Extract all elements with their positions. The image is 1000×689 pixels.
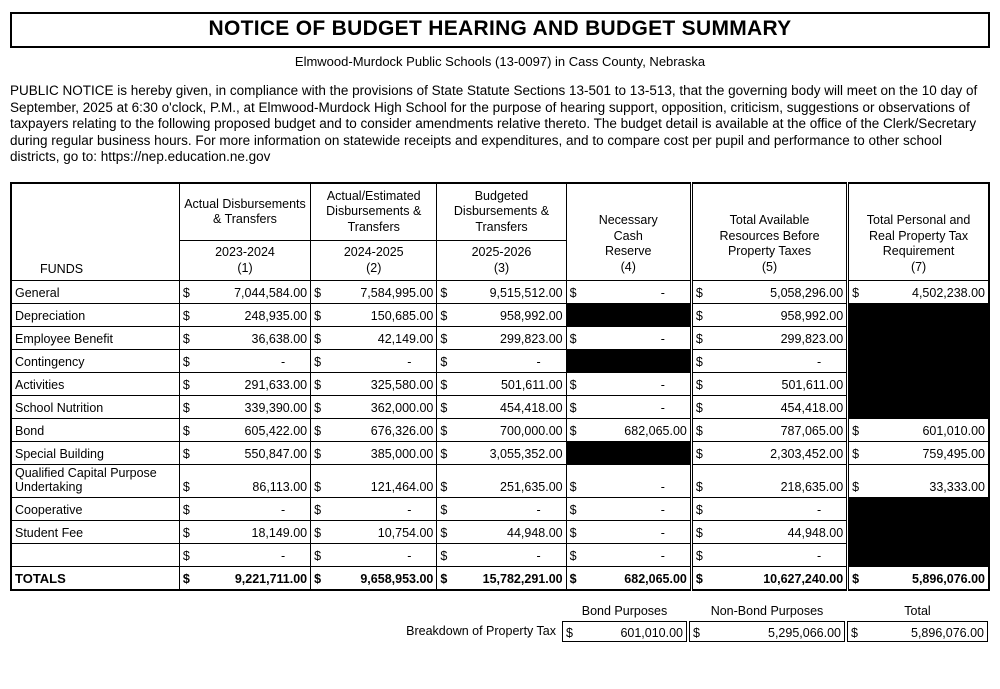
col-header-budgeted-disbursements: Budgeted Disbursements & Transfers xyxy=(437,183,566,241)
blacked-out-cell xyxy=(848,327,989,350)
fund-row xyxy=(11,281,989,304)
fund-row xyxy=(11,544,989,567)
currency-symbol: $ xyxy=(695,480,703,495)
amount-cell xyxy=(179,281,310,304)
amount: 10,754.00 xyxy=(377,526,434,541)
amount: 3,055,352.00 xyxy=(489,447,563,462)
currency-symbol: $ xyxy=(440,480,448,495)
fund-name: Depreciation xyxy=(11,304,179,327)
amount-cell xyxy=(179,544,310,567)
amount: 9,515,512.00 xyxy=(489,286,563,301)
amount-cell xyxy=(179,498,310,521)
amount-cell xyxy=(437,304,566,327)
amount: 121,464.00 xyxy=(370,480,434,495)
currency-symbol: $ xyxy=(695,309,703,324)
funds-column-header: FUNDS xyxy=(11,183,179,281)
budget-summary-table xyxy=(10,182,990,591)
non-bond-purposes-amount xyxy=(689,621,845,642)
bond-purposes-header: Bond Purposes xyxy=(581,603,668,618)
amount-cell xyxy=(179,567,310,590)
currency-symbol: $ xyxy=(182,571,190,586)
blacked-out-cell xyxy=(566,442,691,465)
amount-cell xyxy=(566,327,691,350)
amount-cell xyxy=(566,567,691,590)
year-label: 2024-2025 xyxy=(343,245,404,260)
currency-symbol: $ xyxy=(440,332,448,347)
currency-symbol: $ xyxy=(182,549,190,564)
currency-symbol: $ xyxy=(569,480,577,495)
fund-name: Qualified Capital Purpose Undertaking xyxy=(11,465,179,498)
non-bond-purposes-header: Non-Bond Purposes xyxy=(710,603,824,618)
col-number: (7) xyxy=(910,259,927,274)
col-header-total-available-resources xyxy=(691,183,847,281)
amount: 42,149.00 xyxy=(377,332,434,347)
fund-row xyxy=(11,304,989,327)
property-tax-breakdown xyxy=(8,601,990,644)
amount-cell xyxy=(437,419,566,442)
amount: 36,638.00 xyxy=(251,332,308,347)
amount-cell xyxy=(691,396,847,419)
amount-cell xyxy=(311,304,437,327)
amount: - xyxy=(660,378,665,393)
amount-cell xyxy=(848,567,989,590)
amount: - xyxy=(660,549,665,564)
currency-symbol: $ xyxy=(569,401,577,416)
currency-symbol: $ xyxy=(314,549,322,564)
amount: 385,000.00 xyxy=(370,447,434,462)
amount: 10,627,240.00 xyxy=(763,571,844,586)
amount-cell xyxy=(311,350,437,373)
amount: 339,390.00 xyxy=(244,401,308,416)
currency-symbol: $ xyxy=(314,447,322,462)
fund-row xyxy=(11,396,989,419)
currency-symbol: $ xyxy=(440,447,448,462)
amount: 601,010.00 xyxy=(620,625,683,640)
col-number: (3) xyxy=(493,260,510,275)
col-header-title: Total Personal and Real Property Tax Requirement xyxy=(866,213,971,259)
currency-symbol: $ xyxy=(440,526,448,541)
amount-cell xyxy=(437,327,566,350)
currency-symbol: $ xyxy=(566,625,573,640)
currency-symbol: $ xyxy=(695,355,703,370)
currency-symbol: $ xyxy=(440,549,448,564)
totals-row xyxy=(11,567,989,590)
currency-symbol: $ xyxy=(182,286,190,301)
amount: - xyxy=(407,503,412,518)
currency-symbol: $ xyxy=(182,401,190,416)
amount-cell xyxy=(691,281,847,304)
amount: - xyxy=(660,480,665,495)
document-title: NOTICE OF BUDGET HEARING AND BUDGET SUMMARY xyxy=(10,12,990,48)
budget-table-header xyxy=(11,183,989,281)
amount: 454,418.00 xyxy=(780,401,844,416)
blacked-out-cell xyxy=(566,304,691,327)
amount: 4,502,238.00 xyxy=(912,286,985,301)
year-label: 2023-2024 xyxy=(215,245,275,260)
currency-symbol: $ xyxy=(440,401,448,416)
currency-symbol: $ xyxy=(440,309,448,324)
currency-symbol: $ xyxy=(440,286,448,301)
blacked-out-cell xyxy=(848,304,989,327)
amount: 787,065.00 xyxy=(780,424,844,439)
amount: 682,065.00 xyxy=(624,424,687,439)
currency-symbol: $ xyxy=(182,355,190,370)
amount: 958,992.00 xyxy=(500,309,563,324)
amount: - xyxy=(660,332,665,347)
currency-symbol: $ xyxy=(182,309,190,324)
amount-cell xyxy=(691,498,847,521)
currency-symbol: $ xyxy=(695,571,703,586)
amount-cell xyxy=(566,544,691,567)
amount-cell xyxy=(311,281,437,304)
amount: 86,113.00 xyxy=(252,480,308,495)
fund-name: Cooperative xyxy=(11,498,179,521)
amount: 9,658,953.00 xyxy=(360,571,434,586)
currency-symbol: $ xyxy=(695,549,703,564)
amount: - xyxy=(407,549,412,564)
currency-symbol: $ xyxy=(569,526,577,541)
fund-name: Contingency xyxy=(11,350,179,373)
amount: 44,948.00 xyxy=(787,526,844,541)
currency-symbol: $ xyxy=(693,625,700,640)
currency-symbol: $ xyxy=(852,424,860,439)
amount-cell xyxy=(311,419,437,442)
amount-cell xyxy=(691,304,847,327)
currency-symbol: $ xyxy=(182,447,190,462)
amount-cell xyxy=(179,350,310,373)
amount: 601,010.00 xyxy=(922,424,985,439)
district-subtitle: Elmwood-Murdock Public Schools (13-0097) in Cass County, Nebraska xyxy=(294,54,706,69)
amount: 33,333.00 xyxy=(929,480,985,495)
currency-symbol: $ xyxy=(695,447,703,462)
amount: - xyxy=(817,355,822,370)
amount-cell xyxy=(311,327,437,350)
currency-symbol: $ xyxy=(440,378,448,393)
amount-cell xyxy=(437,521,566,544)
blacked-out-cell xyxy=(848,498,989,521)
col-header-necessary-cash-reserve xyxy=(566,183,691,281)
amount-cell xyxy=(437,544,566,567)
amount-cell xyxy=(311,373,437,396)
amount-cell xyxy=(437,442,566,465)
amount-cell xyxy=(311,465,437,498)
amount: 759,495.00 xyxy=(922,447,985,462)
amount-cell xyxy=(691,442,847,465)
fund-row xyxy=(11,350,989,373)
amount-cell xyxy=(691,350,847,373)
amount: 362,000.00 xyxy=(370,401,434,416)
amount: 5,896,076.00 xyxy=(911,625,984,640)
amount-cell xyxy=(179,327,310,350)
currency-symbol: $ xyxy=(569,571,577,586)
amount: 501,611.00 xyxy=(781,378,844,393)
amount-cell xyxy=(437,373,566,396)
currency-symbol: $ xyxy=(182,424,190,439)
fund-name: General xyxy=(11,281,179,304)
public-notice-paragraph: PUBLIC NOTICE is hereby given, in compliance with the provisions of State Statute Sections 13-501 to 13-513, that the governing body will meet on the 10 day of September, 2025 at 6:30 o'clock, P.M., at Elmwood-Murdock High School for the purpose of hearing support, opposition, criticism, suggestions or observations of taxpayers relating to the following proposed budget and to consider amendments relative thereto. The budget detail is available at the office of the Clerk/Secretary during regular business hours. For more information on statewide receipts and expenditures, and to compare cost per pupil and performance to other school districts, go to: https://nep.education.ne.gov xyxy=(10,83,978,165)
amount-cell xyxy=(848,281,989,304)
currency-symbol: $ xyxy=(182,332,190,347)
currency-symbol: $ xyxy=(695,286,703,301)
amount-cell xyxy=(179,373,310,396)
amount: 700,000.00 xyxy=(500,424,563,439)
fund-name: Employee Benefit xyxy=(11,327,179,350)
currency-symbol: $ xyxy=(314,286,322,301)
amount: 682,065.00 xyxy=(624,571,687,586)
amount: - xyxy=(536,503,541,518)
amount: 251,635.00 xyxy=(500,480,563,495)
currency-symbol: $ xyxy=(569,549,577,564)
amount: - xyxy=(280,549,286,564)
blacked-out-cell xyxy=(566,350,691,373)
amount-cell xyxy=(179,304,310,327)
amount: 454,418.00 xyxy=(500,401,563,416)
currency-symbol: $ xyxy=(182,526,190,541)
amount-cell xyxy=(691,465,847,498)
amount: - xyxy=(817,503,822,518)
currency-symbol: $ xyxy=(695,526,703,541)
amount-cell xyxy=(848,419,989,442)
budget-table-body xyxy=(11,281,989,590)
blacked-out-cell xyxy=(848,350,989,373)
col-number: (4) xyxy=(620,259,636,274)
blacked-out-cell xyxy=(848,544,989,567)
amount: - xyxy=(660,526,665,541)
amount: 958,992.00 xyxy=(780,309,844,324)
currency-symbol: $ xyxy=(852,480,860,495)
amount: 299,823.00 xyxy=(500,332,563,347)
amount-cell xyxy=(566,465,691,498)
currency-symbol: $ xyxy=(695,332,703,347)
col-number: (1) xyxy=(237,260,253,275)
amount: 218,635.00 xyxy=(780,480,844,495)
col-header-property-tax-requirement xyxy=(848,183,989,281)
col-number: (2) xyxy=(366,260,382,275)
currency-symbol: $ xyxy=(314,571,322,586)
amount: - xyxy=(817,549,822,564)
blacked-out-cell xyxy=(848,396,989,419)
fund-row xyxy=(11,498,989,521)
currency-symbol: $ xyxy=(182,503,190,518)
currency-symbol: $ xyxy=(314,503,322,518)
amount-cell xyxy=(437,465,566,498)
amount: 605,422.00 xyxy=(244,424,308,439)
currency-symbol: $ xyxy=(695,424,703,439)
amount-cell xyxy=(437,498,566,521)
currency-symbol: $ xyxy=(440,503,448,518)
amount: - xyxy=(536,549,541,564)
currency-symbol: $ xyxy=(314,355,322,370)
currency-symbol: $ xyxy=(569,332,577,347)
amount: - xyxy=(660,503,665,518)
amount: 325,580.00 xyxy=(370,378,434,393)
amount-cell xyxy=(311,567,437,590)
currency-symbol: $ xyxy=(314,424,322,439)
amount-cell xyxy=(437,281,566,304)
currency-symbol: $ xyxy=(314,526,322,541)
amount-cell xyxy=(691,567,847,590)
amount: 7,044,584.00 xyxy=(234,286,308,301)
amount-cell xyxy=(566,396,691,419)
currency-symbol: $ xyxy=(314,378,322,393)
col-header-title: Total Available Resources Before Property Taxes xyxy=(719,213,820,259)
amount-cell xyxy=(566,498,691,521)
amount: 291,633.00 xyxy=(244,378,308,393)
amount-cell xyxy=(848,442,989,465)
currency-symbol: $ xyxy=(695,378,703,393)
currency-symbol: $ xyxy=(852,571,860,586)
fund-name: Activities xyxy=(11,373,179,396)
amount: 676,326.00 xyxy=(370,424,434,439)
currency-symbol: $ xyxy=(852,447,860,462)
col-year-2023-2024 xyxy=(179,241,310,281)
breakdown-header-row xyxy=(10,603,988,619)
amount-cell xyxy=(179,521,310,544)
amount-cell xyxy=(179,396,310,419)
year-label: 2025-2026 xyxy=(471,245,532,260)
currency-symbol: $ xyxy=(852,286,860,301)
col-year-2024-2025 xyxy=(311,241,437,281)
amount-cell xyxy=(848,465,989,498)
amount: 501,611.00 xyxy=(500,378,563,393)
amount-cell xyxy=(691,327,847,350)
amount: 18,149.00 xyxy=(251,526,308,541)
amount-cell xyxy=(566,419,691,442)
total-amount xyxy=(847,621,988,642)
amount-cell xyxy=(179,465,310,498)
col-header-actual-disbursements: Actual Disbursements & Transfers xyxy=(179,183,310,241)
amount-cell xyxy=(691,544,847,567)
currency-symbol: $ xyxy=(440,571,448,586)
amount-cell xyxy=(691,521,847,544)
currency-symbol: $ xyxy=(569,424,577,439)
amount: - xyxy=(280,355,286,370)
amount: 44,948.00 xyxy=(507,526,563,541)
fund-row xyxy=(11,442,989,465)
currency-symbol: $ xyxy=(569,286,577,301)
amount: 248,935.00 xyxy=(244,309,308,324)
amount: - xyxy=(536,355,541,370)
amount: 9,221,711.00 xyxy=(234,571,308,586)
fund-name: Student Fee xyxy=(11,521,179,544)
amount-cell xyxy=(311,521,437,544)
currency-symbol: $ xyxy=(314,309,322,324)
blacked-out-cell xyxy=(848,521,989,544)
currency-symbol: $ xyxy=(182,480,190,495)
currency-symbol: $ xyxy=(182,378,190,393)
amount: 7,584,995.00 xyxy=(360,286,434,301)
col-year-2025-2026 xyxy=(437,241,566,281)
currency-symbol: $ xyxy=(314,332,322,347)
amount: 15,782,291.00 xyxy=(482,571,563,586)
amount-cell xyxy=(311,442,437,465)
amount: 2,303,452.00 xyxy=(770,447,844,462)
fund-name: School Nutrition xyxy=(11,396,179,419)
amount-cell xyxy=(311,544,437,567)
currency-symbol: $ xyxy=(440,355,448,370)
fund-row xyxy=(11,521,989,544)
col-number: (5) xyxy=(761,259,778,274)
fund-name xyxy=(11,544,179,567)
currency-symbol: $ xyxy=(695,503,703,518)
breakdown-values-row xyxy=(10,621,988,642)
amount-cell xyxy=(179,442,310,465)
fund-name: TOTALS xyxy=(11,567,179,590)
amount-cell xyxy=(566,373,691,396)
bond-purposes-amount xyxy=(562,621,687,642)
amount: 5,295,066.00 xyxy=(768,625,841,640)
amount: - xyxy=(660,286,665,301)
amount-cell xyxy=(691,373,847,396)
fund-row xyxy=(11,373,989,396)
currency-symbol: $ xyxy=(569,378,577,393)
total-header: Total xyxy=(904,603,931,618)
amount: 5,896,076.00 xyxy=(912,571,985,586)
amount: 150,685.00 xyxy=(370,309,434,324)
amount: - xyxy=(660,401,665,416)
fund-name: Bond xyxy=(11,419,179,442)
currency-symbol: $ xyxy=(314,401,322,416)
currency-symbol: $ xyxy=(440,424,448,439)
amount-cell xyxy=(311,498,437,521)
currency-symbol: $ xyxy=(314,480,322,495)
amount: 5,058,296.00 xyxy=(770,286,844,301)
amount: 550,847.00 xyxy=(244,447,308,462)
amount-cell xyxy=(437,567,566,590)
col-header-estimated-disbursements: Actual/Estimated Disbursements & Transfers xyxy=(311,183,437,241)
currency-symbol: $ xyxy=(695,401,703,416)
amount: - xyxy=(407,355,412,370)
fund-row xyxy=(11,327,989,350)
amount-cell xyxy=(437,350,566,373)
currency-symbol: $ xyxy=(569,503,577,518)
amount-cell xyxy=(311,396,437,419)
amount: 299,823.00 xyxy=(780,332,844,347)
amount-cell xyxy=(179,419,310,442)
col-header-title: Necessary Cash Reserve xyxy=(598,213,658,259)
currency-symbol: $ xyxy=(851,625,858,640)
amount: - xyxy=(280,503,286,518)
fund-row xyxy=(11,465,989,498)
amount-cell xyxy=(566,521,691,544)
blacked-out-cell xyxy=(848,373,989,396)
amount-cell xyxy=(566,281,691,304)
fund-row xyxy=(11,419,989,442)
fund-name: Special Building xyxy=(11,442,179,465)
breakdown-label: Breakdown of Property Tax xyxy=(406,624,556,639)
amount-cell xyxy=(437,396,566,419)
amount-cell xyxy=(691,419,847,442)
